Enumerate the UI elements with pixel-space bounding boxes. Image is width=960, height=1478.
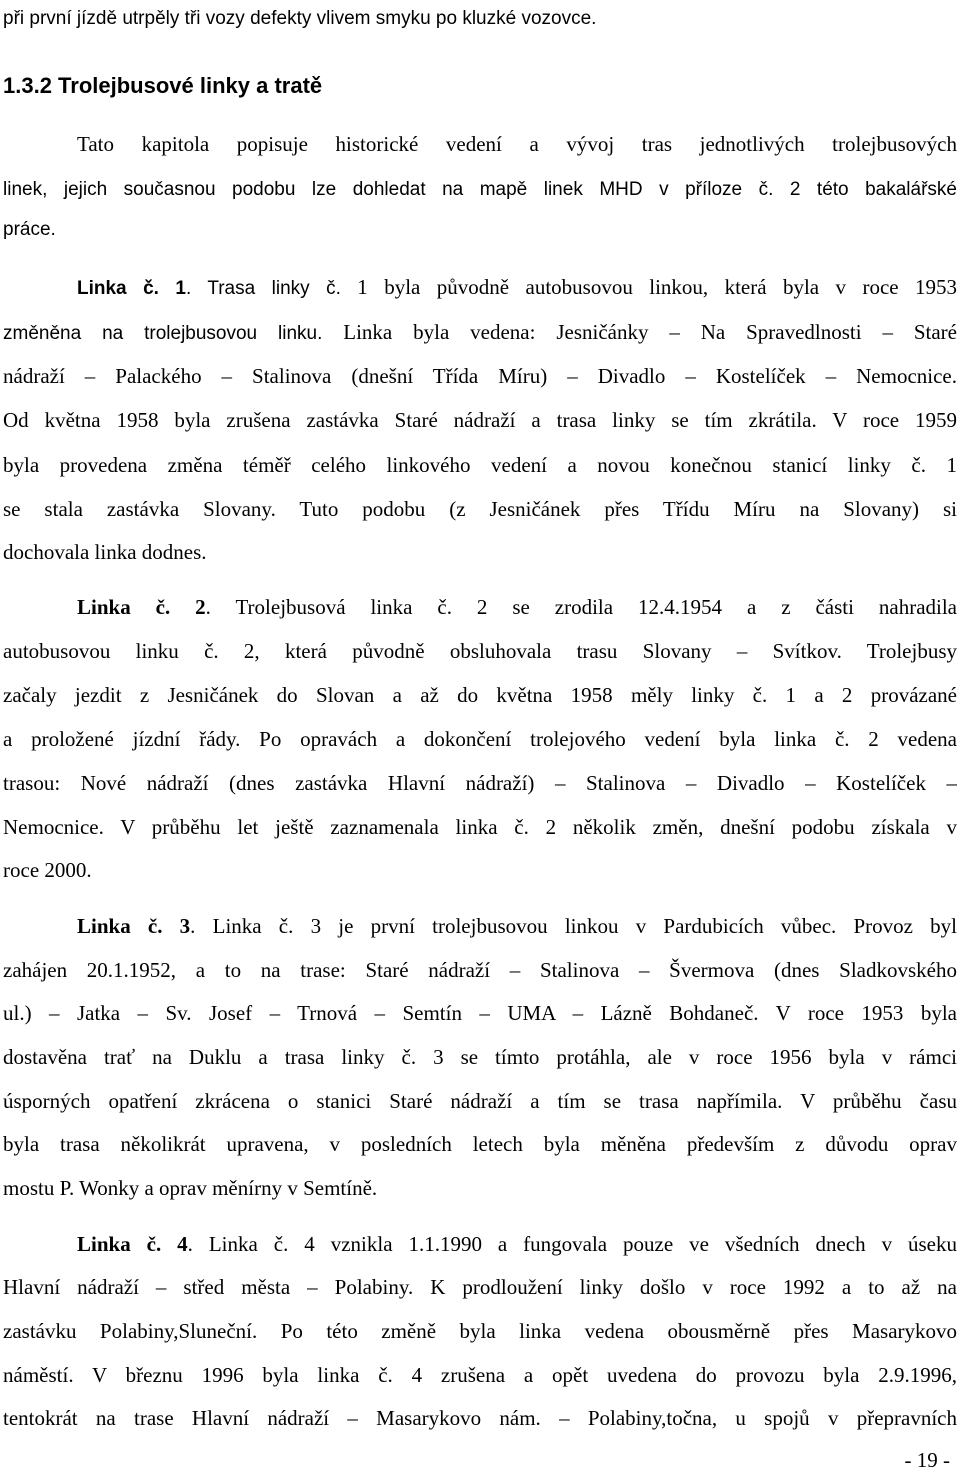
- heading-text: 1.3.2 Trolejbusové linky a tratě: [3, 73, 323, 98]
- paragraph-line: [77, 122, 957, 166]
- paragraph-line: [77, 265, 957, 309]
- line-text: roce 2000.: [3, 858, 92, 882]
- paragraph-line: [3, 991, 957, 1035]
- line-text: Tuto podobu (z Jesničánek přes Třídu Míru na Slovany) si: [275, 497, 957, 521]
- line-text: autobusovou linku č. 2, která původně obsluhovala trasu Slovany – Svítkov.: [3, 639, 842, 663]
- line-text: tentokrát na trase Hlavní nádraží – Masarykovo nám.: [3, 1406, 541, 1430]
- line-text: 1 byla původně autobusovou linkou, která byla v roce 1953: [340, 275, 957, 299]
- paragraph-line: [3, 310, 957, 354]
- line-label: Linka č. 1: [77, 278, 186, 299]
- paragraph-line: [3, 487, 957, 531]
- paragraph-line: [3, 948, 957, 992]
- line-text: V březnu 1996 byla linka č. 4 zrušena a opět uvedena do provozu byla 2.9.1996,: [73, 1363, 957, 1387]
- line-text: Trolejbusy: [841, 639, 957, 663]
- line-text: ul.) – Jatka – Sv. Josef – Trnová – Semtín – UMA – Lázně Bohdaneč.: [3, 1001, 759, 1025]
- paragraph-line: [3, 673, 957, 717]
- paragraph-line: [77, 904, 957, 948]
- line-text: Hlavní nádraží – střed města – Polabiny.: [3, 1275, 414, 1299]
- line-text: Po opravách a dokončení trolejového vedení byla linka č. 2 vedena: [240, 727, 957, 751]
- paragraph-line: [3, 1122, 957, 1166]
- line-text: Provoz byl: [836, 914, 957, 938]
- line-text: Od května 1958 byla zrušena zastávka Staré nádraží a trasa linky se tím zkrátila.: [3, 408, 817, 432]
- line-label: Linka č. 3: [77, 914, 191, 938]
- line-text: práce.: [3, 219, 56, 240]
- paragraph-line: [3, 629, 957, 673]
- paragraph-line: [3, 208, 957, 252]
- text-line: [3, 0, 957, 41]
- line-text: linek, jejich současnou podobu lze dohledat na mapě linek MHD v příloze č.: [3, 179, 774, 200]
- line-text: změněna na trolejbusovou linku.: [3, 323, 323, 344]
- paragraph-line: [3, 717, 957, 761]
- paragraph-line: [3, 1309, 957, 1353]
- line-text: . Linka č. 3 je první trolejbusovou linkou v Pardubicích vůbec.: [190, 914, 837, 938]
- paragraph-line: [3, 398, 957, 442]
- line-text: nádraží – Palackého – Stalinova (dnešní Třída Míru) – Divadlo – Kostelíček – Nemocnice.: [3, 364, 957, 388]
- paragraph-line: [3, 166, 957, 210]
- line-text: V roce 1953 byla: [758, 1001, 957, 1025]
- line-text: mostu P. Wonky a oprav měnírny v Semtíně.: [3, 1176, 378, 1200]
- line-text: byla trasa několikrát upravena, v posledních letech byla měněna především z důvodu oprav: [3, 1132, 957, 1156]
- paragraph-line: [77, 1222, 957, 1266]
- line-text: K prodloužení linky došlo v roce 1992 a to až na: [413, 1275, 957, 1299]
- line-text: 2 této bakalářské: [773, 179, 957, 200]
- paragraph-line: [3, 1396, 957, 1440]
- line-text: . Trolejbusová linka č. 2 se zrodila 12.4.1954 a z části nahradila: [205, 595, 957, 619]
- line-text: úsporných opatření zkrácena o stanici Staré nádraží a tím se trasa napřímila.: [3, 1089, 783, 1113]
- line-text: Tato kapitola popisuje historické vedení a vývoj tras jednotlivých trolejbusových: [77, 132, 957, 156]
- line-text: zastávku Polabiny,Sluneční.: [3, 1319, 258, 1343]
- line-text: Nemocnice.: [3, 815, 104, 839]
- line-label: Linka č. 4: [77, 1232, 188, 1256]
- line-text: Linka byla vedena: Jesničánky – Na Spravedlnosti – Staré: [322, 320, 957, 344]
- line-text: – Polabiny,točna, u spojů v přepravních: [540, 1406, 957, 1430]
- line-text: a proložené jízdní řády.: [3, 727, 241, 751]
- paragraph-line: [3, 1166, 957, 1210]
- line-text: při první jízdě utrpěly tři vozy defekty vlivem smyku po kluzké vozovce.: [3, 8, 597, 29]
- line-label: Linka č. 2: [77, 595, 206, 619]
- line-text: zahájen 20.1.1952, a to na trase: Staré nádraží – Stalinova – Švermova (dnes Sladkovského: [3, 958, 957, 982]
- paragraph-line: [3, 354, 957, 398]
- line-text: se stala zastávka Slovany.: [3, 497, 276, 521]
- paragraph-line: [3, 1353, 957, 1397]
- line-text: V průběhu času: [782, 1089, 957, 1113]
- section-heading: [3, 64, 957, 108]
- line-text: V průběhu let ještě zaznamenala linka č. 2 několik změn, dnešní podobu získala v: [103, 815, 957, 839]
- line-text: dostavěna trať na Duklu a trasa linky č. 3 se tímto protáhla, ale v roce 1956 byla v rámci: [3, 1045, 957, 1069]
- line-text: náměstí.: [3, 1363, 74, 1387]
- line-text: dochovala linka dodnes.: [3, 540, 207, 564]
- paragraph-line: [77, 585, 957, 629]
- page-number: - 19 -: [904, 1448, 950, 1472]
- paragraph-line: [3, 1035, 957, 1079]
- line-text: Po této změně byla linka vedena obousměrně přes Masarykovo: [257, 1319, 957, 1343]
- paragraph-line: [3, 805, 957, 849]
- line-text: V roce 1959: [816, 408, 957, 432]
- paragraph-line: [3, 1265, 957, 1309]
- paragraph-line: [3, 761, 957, 805]
- paragraph-line: [3, 530, 957, 574]
- paragraph-line: [3, 443, 957, 487]
- line-text: začaly jezdit z Jesničánek do Slovan a až do května 1958 měly linky č. 1 a 2 provázané: [3, 683, 957, 707]
- paragraph-line: [3, 848, 957, 892]
- line-text: . Linka č. 4 vznikla 1.1.1990 a fungovala pouze ve všedních dnech v úseku: [187, 1232, 957, 1256]
- line-text: . Trasa linky č.: [185, 278, 341, 299]
- paragraph-line: [3, 1079, 957, 1123]
- line-text: byla provedena změna téměř celého linkového vedení a novou konečnou stanicí linky č. 1: [3, 453, 957, 477]
- line-text: trasou: Nové nádraží (dnes zastávka Hlavní nádraží) – Stalinova – Divadlo – Kostelíček –: [3, 771, 957, 795]
